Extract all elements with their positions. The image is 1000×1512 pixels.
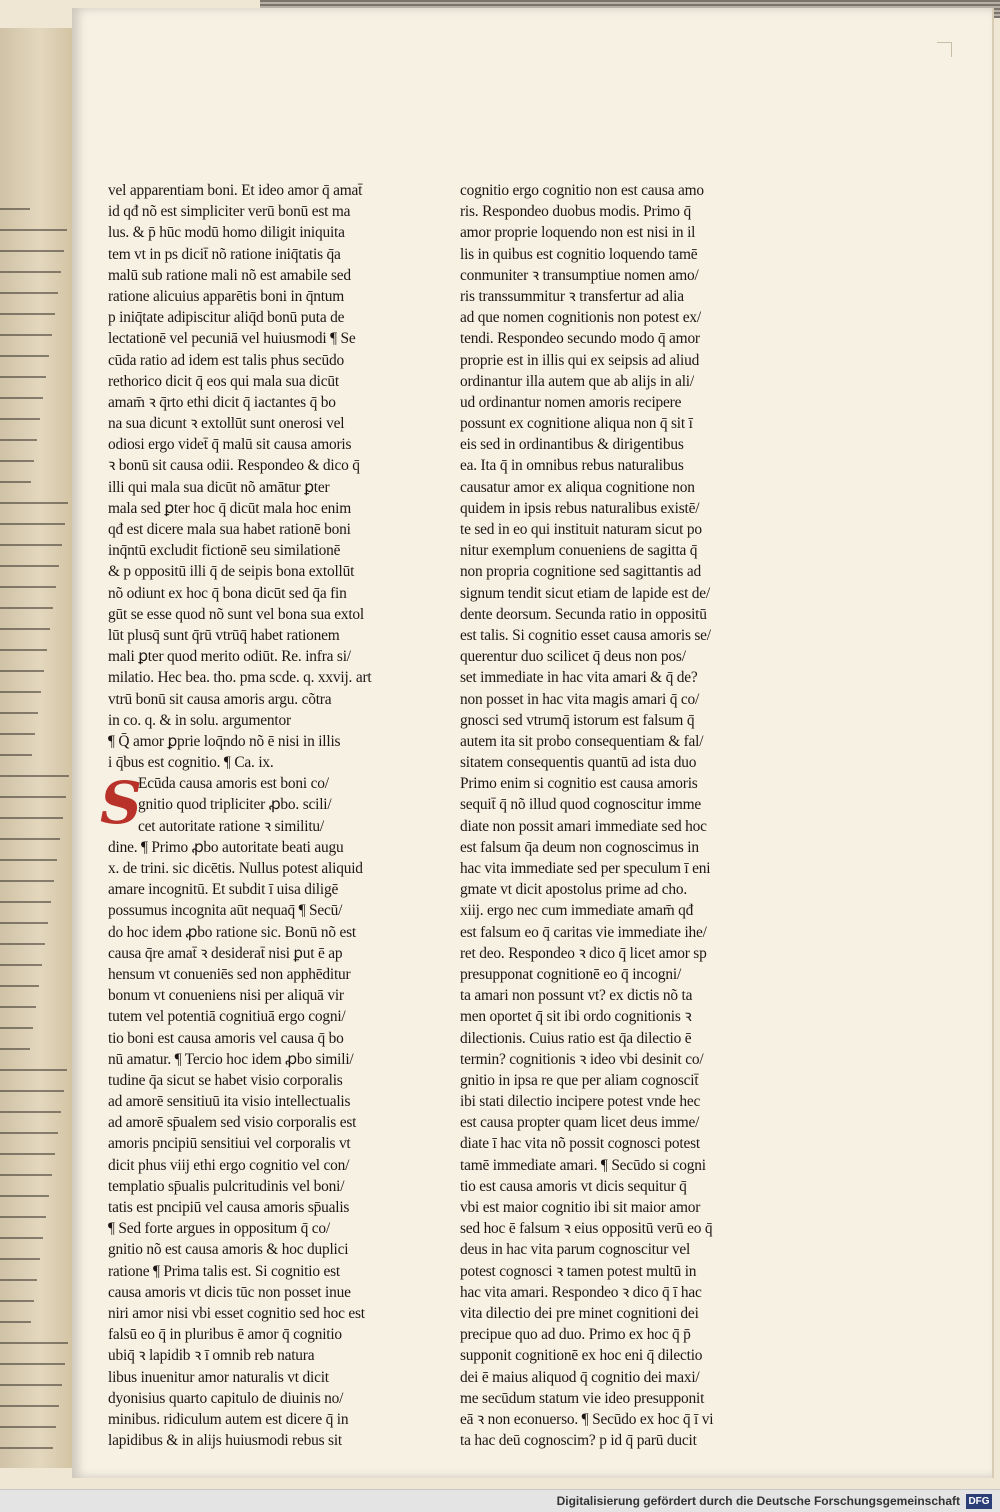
facing-page-ink [0, 1237, 43, 1239]
facing-page-ink [0, 1447, 53, 1449]
facing-page-ink [0, 1132, 58, 1134]
text-line: possunt ex cognitione aliqua non q̄ sit ī [460, 415, 693, 433]
facing-page-ink [0, 1027, 33, 1029]
text-line: amor proprie loquendo non est nisi in il [460, 224, 696, 242]
facing-page-ink [0, 1111, 61, 1113]
facing-page-ink [0, 649, 47, 651]
text-line: sed hoc ē falsum ꝛ eius oppositū verū eo q̄ [460, 1220, 713, 1238]
chapter-body [100, 769, 408, 1451]
text-line: ꝛ bonū sit causa odii. Respondeo & dico q̄ [108, 457, 360, 475]
text-line: amare incognitū. Et subdit ī uisa diligē [108, 881, 339, 899]
facing-page-ink [0, 1321, 31, 1323]
facing-page-ink [0, 544, 62, 546]
text-line: hensum vt conueniēs sed non apphēditur [108, 965, 351, 983]
facing-page-ink [0, 1258, 40, 1260]
text-line: signum tendit sicut etiam de lapide est de/ [460, 584, 710, 602]
facing-page-ink [0, 838, 60, 840]
text-line: tatis est pncipiū vel causa amoris sp̄ualis [108, 1199, 350, 1216]
text-line: hac vita immediate sed per speculum ī eni [460, 860, 711, 877]
text-line: templatio sp̄ualis pulcritudinis vel boni/ [108, 1177, 345, 1195]
text-line: gmate vt dicit apostolus prime ad cho. [460, 881, 688, 899]
text-line: presupponat cognitionē eo q̄ incogni/ [460, 965, 682, 983]
facing-page-ink [0, 208, 30, 210]
text-line: falsū eo q̄ in pluribus ē amor q̄ cognitio [108, 1326, 342, 1344]
text-line: Ecūda causa amoris est boni co/ [138, 775, 329, 793]
text-line: nitur exemplum conueniens de sagitta q̄ [460, 542, 698, 560]
text-line: tamē immediate amari. ¶ Secūdo si cogni [460, 1156, 706, 1174]
text-line: conmuniter ꝛ transumptiue nomen amo/ [460, 266, 699, 284]
facing-page-ink [0, 355, 49, 357]
text-line: amam̄ ꝛ q̄rto ethi dicit q̄ iactantes q̄ bo [108, 393, 336, 411]
text-line: mala sed ꝑter hoc q̄ dicūt mala hoc enim [108, 499, 352, 517]
text-line: causa q̄re amat̄ ꝛ desiderat̄ nisi ꝑut ē ap [108, 944, 343, 962]
text-line: ¶ Sed forte argues in oppositum q̄ co/ [108, 1220, 330, 1238]
text-line: non posset in hac vita magis amari q̄ co/ [460, 690, 700, 708]
text-line: amoris pncipiū sensitiui vel corporalis vt [108, 1135, 351, 1153]
text-line: querentur duo scilicet q̄ deus non pos/ [460, 648, 686, 666]
facing-page-ink [0, 628, 50, 630]
text-line: non propria cognitione sed sagittantis ad [460, 563, 701, 581]
facing-page-ink [0, 1174, 52, 1176]
text-line: libus inuenitur amor naturalis vt dicit [108, 1368, 329, 1386]
facing-page-ink [0, 754, 32, 756]
facing-page-ink [0, 229, 67, 231]
text-line: p iniq̄tate adipiscitur aliq̄d bonū puta de [108, 309, 345, 327]
text-line: gnitio quod tripliciter ꝓbo. scili/ [138, 796, 332, 814]
text-line: precipue quo ad duo. Primo ex hoc q̄ p̄ [460, 1326, 691, 1344]
text-line: niri amor nisi vbi esset cognitio sed hoc est [108, 1304, 365, 1322]
facing-page-ink [0, 1048, 30, 1050]
text-line: ad amorē sp̄ualem sed visio corporalis est [108, 1114, 357, 1132]
facing-page-ink [0, 1195, 49, 1197]
facing-page-ink [0, 565, 59, 567]
text-line: nõ odiunt ex hoc q̄ bona dicūt sed q̄a fin [108, 584, 347, 602]
facing-page-ink [0, 1279, 37, 1281]
facing-page-ink [0, 1405, 59, 1407]
text-line: tutem vel potentiā cognitiuā ergo cogni/ [108, 1008, 346, 1026]
facing-page-ink [0, 880, 54, 882]
funding-credit: Digitalisierung gefördert durch die Deutsche Forschungsgemeinschaft [556, 1494, 960, 1508]
text-line: illi qui mala sua dicūt nõ amātur ꝑter [108, 478, 330, 496]
text-line: ad amorē sensitiuū ita visio intellectualis [108, 1093, 351, 1111]
text-line: mali ꝑter quod merito odiūt. Re. infra si/ [108, 648, 351, 666]
text-line: termin? cognitionis ꝛ ideo vbi desinit co/ [460, 1050, 704, 1068]
text-line: ratione ¶ Prima talis est. Si cognitio est [108, 1262, 340, 1280]
text-line: sequit̄ q̄ nõ illud quod cognoscitur imme [460, 796, 701, 814]
text-line: ubiq̄ ꝛ lapidib ꝛ ī omnib reb natura [108, 1347, 315, 1365]
text-line: ta amari non possunt vt? ex dictis nõ ta [460, 987, 693, 1005]
text-line: lectationē vel pecuniā vel huiusmodi ¶ Se [108, 330, 356, 348]
facing-page-ink [0, 418, 40, 420]
text-line: quidem in ipsis rebus naturalibus existē/ [460, 499, 700, 517]
text-line: Primo enim si cognitio est causa amoris [460, 775, 698, 793]
facing-page-ink [0, 922, 48, 924]
facing-page-ink [0, 859, 57, 861]
facing-page-ink [0, 691, 41, 693]
text-line: in co. q. & in solu. argumentor [108, 711, 291, 729]
facing-page-ink [0, 1090, 64, 1092]
text-line: xiij. ergo nec cum immediate amam̄ qđ [460, 902, 694, 920]
text-line: causa amoris vt dicis tūc non posset inue [108, 1283, 351, 1301]
text-line: eis sed in ordinantibus & dirigentibus [460, 436, 684, 454]
text-line: proprie est in illis qui ex seipsis ad aliud [460, 351, 700, 369]
text-line: causatur amor ex aliqua cognitione non [460, 478, 695, 496]
text-line: est causa propter quam licet deus imme/ [460, 1114, 700, 1132]
facing-page-ink [0, 1342, 68, 1344]
facing-page-ink [0, 271, 61, 273]
text-line: vtrū bonū sit causa amoris argu. cõtra [108, 690, 332, 708]
text-line: dicit phus viij ethi ergo cognitio vel con/ [108, 1156, 350, 1174]
text-line: vbi est maior cognitio ibi sit maior amor [460, 1199, 701, 1216]
text-line: dyonisius quarto capitulo de diuinis no/ [108, 1389, 344, 1407]
facing-page-ink [0, 985, 39, 987]
facing-page-ink [0, 1300, 34, 1302]
text-line: est talis. Si cognitio esset causa amoris se/ [460, 626, 711, 644]
facing-page-ink [0, 1384, 62, 1386]
text-line: tio est causa amoris vt dicis sequitur q̄ [460, 1177, 687, 1195]
text-line: dine. ¶ Primo ꝓbo autoritate beati augu [108, 838, 344, 856]
text-line: ¶ Q̄ amor ꝑprie loq̄ndo nõ ē nisi in illis [108, 732, 341, 750]
text-line: set immediate in hac vita amari & q̄ de? [460, 669, 698, 687]
text-line: x. de trini. sic dicētis. Nullus potest aliquid [108, 860, 363, 877]
facing-page-ink [0, 670, 44, 672]
text-line: me secūdum statum vie ideo presupponit [460, 1389, 705, 1407]
facing-page-ink [0, 712, 38, 714]
text-line: tem vt in ps dicit̄ nõ ratione iniq̄tatis q̄a [108, 245, 341, 263]
text-line: odiosi ergo videt̄ q̄ malū sit causa amoris [108, 436, 352, 454]
text-line: sitatem consequentis quantū ad ista duo [460, 754, 697, 772]
text-line: ibi stati dilectio incipere potest vnde hec [460, 1093, 701, 1111]
dfg-logo: DFG [966, 1494, 992, 1509]
facing-page-ink [0, 1363, 65, 1365]
text-line: ratione alicuius apparētis boni in q̄ntum [108, 287, 345, 305]
footer-bar [0, 1489, 1000, 1512]
text-line: gnitio nõ est causa amoris & hoc duplici [108, 1241, 349, 1259]
facing-page-ink [0, 964, 42, 966]
text-line: inq̄ntū excludit fictionē seu similationē [108, 542, 341, 560]
text-line: diate ī hac vita nõ possit cognosci potest [460, 1135, 700, 1153]
text-line: supponit cognitionē ex hoc eni q̄ dilectio [460, 1347, 703, 1365]
text-line: vita dilectio dei pre minet cognitioni dei [460, 1304, 699, 1322]
text-line: te sed in eo qui instituit naturam sicut po [460, 521, 702, 538]
text-line: ris. Respondeo duobus modis. Primo q̄ [460, 203, 691, 221]
text-line: possumus incognita aūt nequaq̄ ¶ Secū/ [108, 902, 343, 920]
text-line: deus in hac vita parum cognoscitur vel [460, 1241, 691, 1259]
text-line: ad que nomen cognitionis non potest ex/ [460, 309, 701, 327]
text-line: lis in quibus est cognitio loquendo tamē [460, 245, 698, 263]
facing-page-ink [0, 1216, 46, 1218]
text-line: milatio. Hec bea. tho. pma scde. q. xxvij. art [108, 669, 372, 687]
text-line: ud ordinantur nomen amoris recipere [460, 393, 682, 411]
text-line: est falsum eo q̄ caritas vie immediate ihe/ [460, 923, 707, 941]
facing-page-ink [0, 397, 43, 399]
text-line: gnitio in ipsa re que per aliam cognoscit̄ [460, 1071, 699, 1089]
text-line: dente deorsum. Secunda ratio in oppositū [460, 605, 707, 623]
text-line: na sua dicunt ꝛ extollūt sunt onerosi vel [108, 415, 345, 433]
illuminated-initial: S [100, 769, 142, 838]
paragraph-block-3 [460, 180, 760, 1451]
text-line: lūt plusq̄ sunt q̄rū vtrūq̄ habet rationem [108, 626, 340, 644]
facing-page-ink [0, 502, 68, 504]
facing-page-ink [0, 943, 45, 945]
text-line: diate non possit amari immediate sed hoc [460, 817, 707, 835]
facing-page-ink [0, 439, 37, 441]
text-line: bonum vt conueniens nisi per aliquā vir [108, 987, 344, 1005]
facing-page-ink [0, 1153, 55, 1155]
text-line: minibus. ridiculum autem est dicere q̄ in [108, 1410, 349, 1428]
text-line: potest cognosci ꝛ tamen potest multū in [460, 1262, 697, 1280]
facing-page-ink [0, 481, 31, 483]
facing-page-ink [0, 1426, 56, 1428]
facing-page-ink [0, 775, 69, 777]
text-line: ordinantur illa autem que ab alijs in ali/ [460, 372, 694, 390]
text-line: & p oppositū illi q̄ de seipis bona extollūt [108, 563, 355, 581]
facing-page-ink [0, 901, 51, 903]
facing-page-ink [0, 733, 35, 735]
facing-page-ink [0, 1069, 67, 1071]
facing-page-ink [0, 250, 64, 252]
text-line: cūda ratio ad idem est talis phus secūdo [108, 351, 345, 369]
text-line: i q̄bus est cognitio. ¶ Ca. ix. [108, 754, 274, 772]
page-corner-mark [937, 42, 952, 57]
text-line: tio boni est causa amoris vel causa q̄ bo [108, 1029, 344, 1047]
text-line: do hoc idem ꝓbo ratione sic. Bonū nõ est [108, 923, 356, 941]
text-line: ta hac deū cognoscim? p id q̄ parū ducit [460, 1432, 697, 1450]
text-line: men oportet q̄ sit ibi ordo cognitionis ꝛ [460, 1008, 692, 1026]
paragraph-block-2 [108, 773, 408, 1451]
facing-page-ink [0, 607, 53, 609]
text-line: autem ita sit probo consequentiam & fal/ [460, 732, 704, 750]
facing-page-ink [0, 334, 52, 336]
text-line: rethorico dicit q̄ eos qui mala sua dicūt [108, 372, 339, 390]
text-line: lus. & p̄ hūc modū homo diligit iniquita [108, 224, 345, 242]
text-line: qđ est dicere mala sua habet rationē boni [108, 521, 351, 538]
text-line: id qđ nõ est simpliciter verū bonū est ma [108, 203, 351, 221]
facing-page-edge [0, 28, 72, 1468]
facing-page-ink [0, 460, 34, 462]
text-line: dei ē maius aliquod q̄ cognitio dei maxi/ [460, 1368, 700, 1386]
text-line: nū amatur. ¶ Tercio hoc idem ꝓbo simili/ [108, 1050, 354, 1068]
text-column-right [460, 180, 760, 1451]
text-line: cognitio ergo cognitio non est causa amo [460, 182, 704, 199]
text-line: ea. Ita q̄ in omnibus rebus naturalibus [460, 457, 684, 475]
text-line: vel apparentiam boni. Et ideo amor q̄ amat̄ [108, 182, 363, 199]
facing-page-ink [0, 292, 58, 294]
text-line: gūt se esse quod nõ sunt vel bona sua extol [108, 605, 364, 623]
text-column-left [100, 180, 408, 1451]
text-line: ris transsummitur ꝛ transfertur ad alia [460, 287, 684, 305]
facing-page-ink [0, 1006, 36, 1008]
text-line: dilectionis. Cuius ratio est q̄a dilectio ē [460, 1029, 692, 1047]
text-line: cet autoritate ratione ꝛ similitu/ [138, 817, 324, 835]
text-line: tendi. Respondeo secundo modo q̄ amor [460, 330, 700, 348]
facing-page-ink [0, 796, 66, 798]
facing-page-ink [0, 586, 56, 588]
facing-page-ink [0, 817, 63, 819]
facing-page-ink [0, 376, 46, 378]
paragraph-block-1 [108, 180, 408, 731]
text-line: gnosci sed vtrumq̄ istorum est falsum q̄ [460, 711, 695, 729]
text-line: ret deo. Respondeo ꝛ dico q̄ licet amor sp [460, 944, 707, 962]
text-line: malū sub ratione mali nõ est amabile sed [108, 266, 351, 284]
facing-page-ink [0, 523, 65, 525]
facing-page-ink [0, 313, 55, 315]
chapter-heading [108, 731, 408, 773]
text-line: tudine q̄a sicut se habet visio corporalis [108, 1071, 343, 1089]
text-line: est falsum q̄a deum non cognoscimus in [460, 838, 699, 856]
text-line: lapidibus & in alijs huiusmodi rebus sit [108, 1432, 342, 1450]
text-line: hac vita amari. Respondeo ꝛ dico q̄ ī hac [460, 1283, 702, 1301]
text-line: eā ꝛ non econuerso. ¶ Secūdo ex hoc q̄ ī vi [460, 1410, 714, 1428]
